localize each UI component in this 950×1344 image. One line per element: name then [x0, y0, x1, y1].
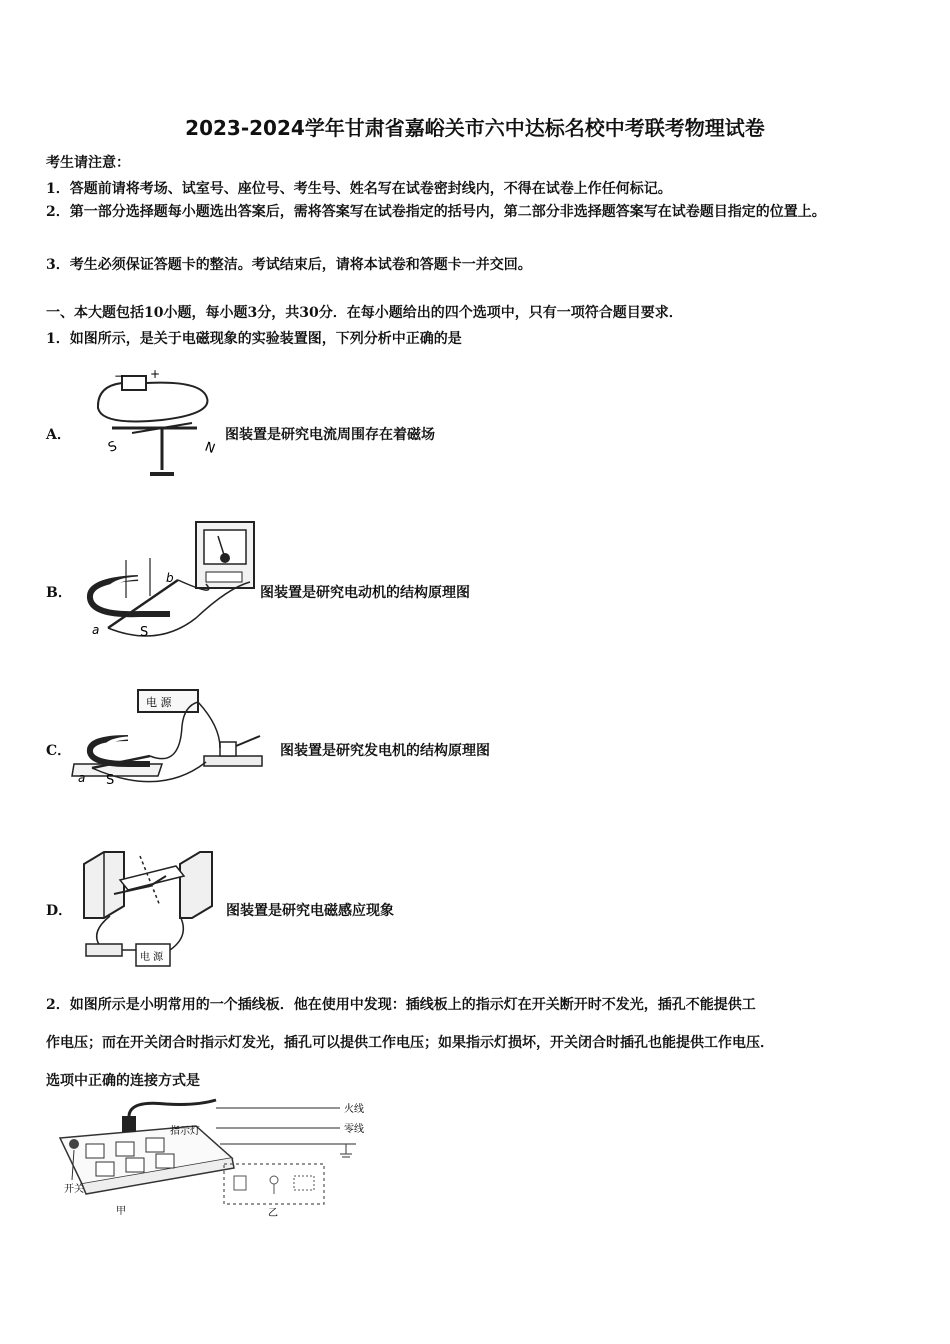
- option-d-letter: D．: [46, 903, 73, 919]
- figure-q2-power-strip: [46, 1098, 386, 1220]
- fig-d-power-label: 电 源: [140, 952, 164, 963]
- question-2-stem: 选项中正确的连接方式是: [46, 1073, 200, 1089]
- label-indicator: 指示灯: [170, 1126, 200, 1137]
- notice-item: 1．答题前请将考场、试室号、座位号、考生号、姓名写在试卷密封线内，不得在试卷上作任何标记。: [46, 181, 672, 197]
- figure-b-motor: [78, 518, 260, 642]
- page-title: 2023-2024学年甘肃省嘉峪关市六中达标名校中考联考物理试卷: [185, 116, 765, 140]
- question-1-stem: 1．如图所示，是关于电磁现象的实验装置图，下列分析中正确的是: [46, 331, 462, 347]
- notice-heading: 考生请注意：: [46, 155, 130, 171]
- fig-c-label-a: a: [78, 771, 86, 785]
- figure-d-induction: [80, 846, 220, 970]
- label-switch: 开关: [64, 1184, 84, 1195]
- question-2-stem: 2．如图所示是小明常用的一个插线板．他在使用中发现：插线板上的指示灯在开关断开时不发光，插孔不能提供工: [46, 997, 756, 1013]
- notice-item: 2．第一部分选择题每小题选出答案后，需将答案写在试卷指定的括号内，第二部分非选择题答案写在试卷题目指定的位置上。: [46, 204, 826, 220]
- fig-a-label-n: N: [202, 439, 217, 458]
- fig-c-power-label: 电 源: [146, 696, 172, 709]
- fig-b-label-a: a: [92, 623, 100, 637]
- option-d-text: 图装置是研究电磁感应现象: [226, 903, 394, 919]
- svg-text:−: −: [114, 369, 125, 383]
- option-b-text: 图装置是研究电动机的结构原理图: [260, 585, 470, 601]
- svg-text:+: +: [150, 368, 161, 381]
- fig-b-label-b: b: [166, 571, 174, 585]
- figure-a-oersted: [92, 368, 222, 480]
- label-yi: 乙: [268, 1208, 278, 1219]
- option-a-text: 图装置是研究电流周围存在着磁场: [225, 427, 435, 443]
- section-heading: 一、本大题包括10小题，每小题3分，共30分．在每小题给出的四个选项中，只有一项符合题目要求．: [46, 305, 683, 321]
- fig-a-label-s: S: [106, 438, 120, 456]
- option-b-letter: B．: [46, 585, 72, 601]
- fig-c-label-s: S: [106, 773, 115, 788]
- question-2-stem: 作电压；而在开关闭合时指示灯发光，插孔可以提供工作电压；如果指示灯损坏，开关闭合时插孔也能提供工作电压．: [46, 1035, 774, 1051]
- label-jia: 甲: [116, 1206, 126, 1217]
- notice-item: 3．考生必须保证答题卡的整洁。考试结束后，请将本试卷和答题卡一并交回。: [46, 257, 532, 273]
- fig-b-label-s: S: [140, 625, 149, 640]
- option-c-text: 图装置是研究发电机的结构原理图: [280, 743, 490, 759]
- figure-c-generator: [70, 686, 280, 790]
- label-live-wire: 火线: [344, 1104, 364, 1115]
- option-c-letter: C．: [46, 743, 72, 759]
- label-neutral-wire: 零线: [344, 1124, 364, 1135]
- option-a-letter: A．: [46, 427, 71, 443]
